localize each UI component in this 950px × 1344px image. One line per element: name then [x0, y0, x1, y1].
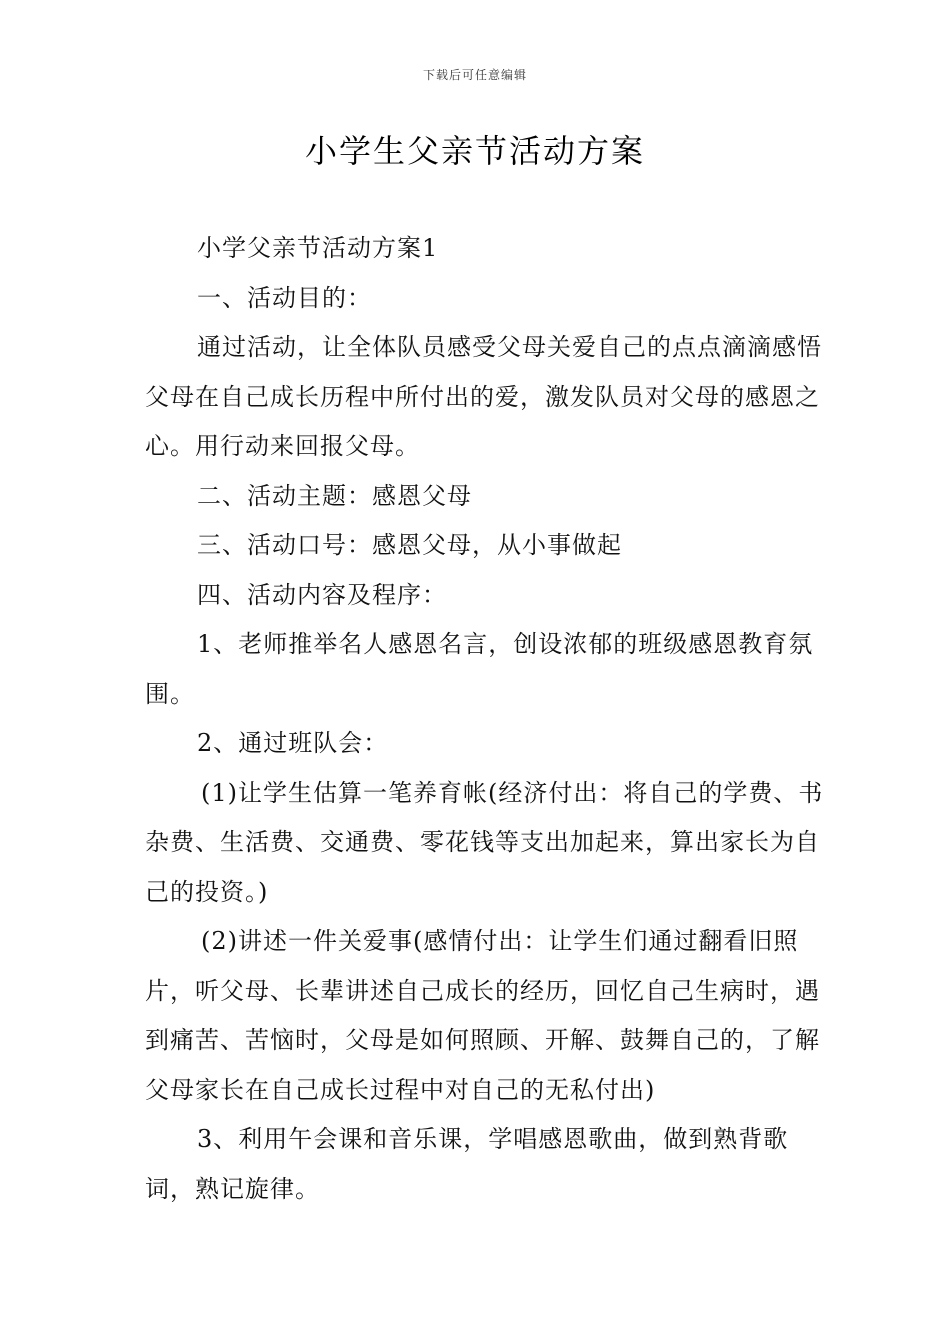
paragraph: (2)讲述一件关爱事(感情付出：让学生们通过翻看旧照片，听父母、长辈讲述自己成长的经历，回忆自己生病时，遇到痛苦、苦恼时，父母是如何照顾、开解、鼓舞自己的，了解父母家长在自己成长过程中对自己的无私付出) [145, 927, 820, 1104]
document-body [145, 224, 835, 1214]
section-heading: 小学父亲节活动方案1 [197, 234, 439, 262]
paragraph: 3、利用午会课和音乐课，学唱感恩歌曲，做到熟背歌词，熟记旋律。 [145, 1125, 789, 1203]
paragraph: 1、老师推举名人感恩名言，创设浓郁的班级感恩教育氛围。 [145, 630, 814, 708]
paragraph: 一、活动目的： [197, 283, 372, 312]
paragraph: (1)让学生估算一笔养育帐(经济付出：将自己的学费、书杂费、生活费、交通费、零花钱等支出加起来，算出家长为自己的投资。) [145, 778, 824, 906]
page-title: 小学生父亲节活动方案 [304, 132, 645, 170]
header-note: 下载后可任意编辑 [422, 68, 527, 82]
paragraph: 通过活动，让全体队员感受父母关爱自己的点点滴滴感悟父母在自己成长历程中所付出的爱，激发队员对父母的感恩之心。用行动来回报父母。 [145, 333, 822, 460]
paragraph: 四、活动内容及程序： [197, 580, 447, 609]
paragraph: 三、活动口号：感恩父母，从小事做起 [197, 531, 622, 559]
paragraph: 二、活动主题：感恩父母 [197, 481, 472, 510]
paragraph: 2、通过班队会： [197, 729, 389, 757]
